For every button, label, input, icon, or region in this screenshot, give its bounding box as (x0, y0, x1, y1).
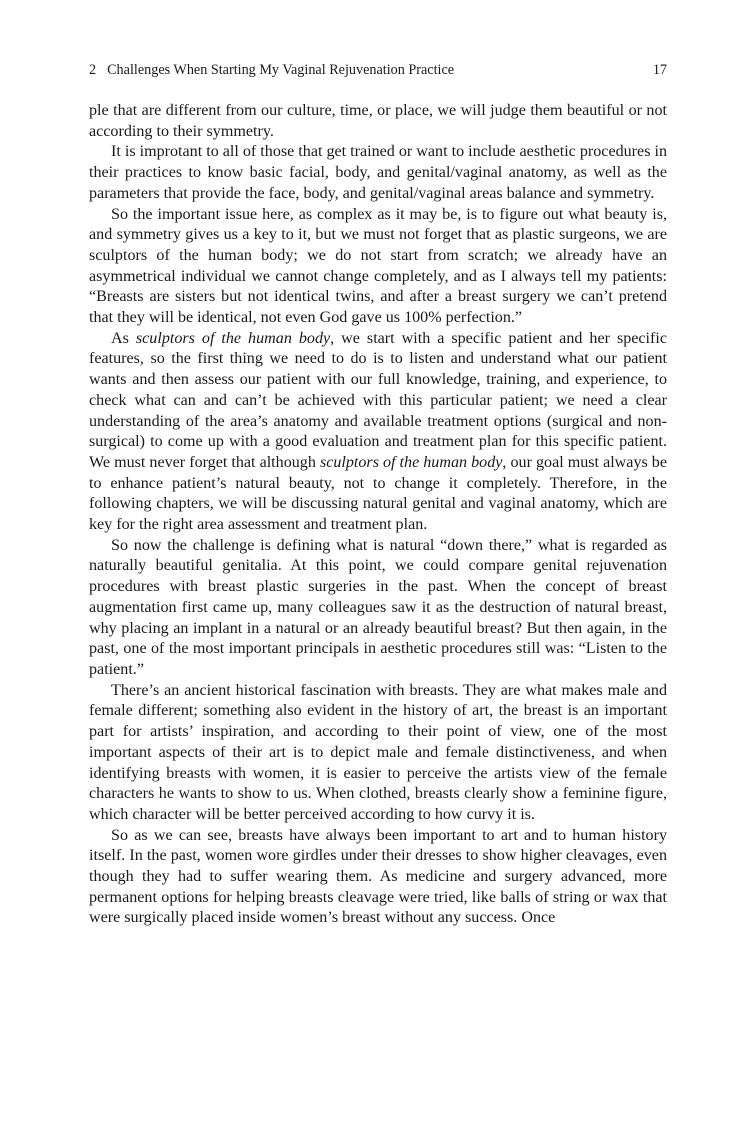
chapter-title: Challenges When Starting My Vaginal Rejuvenation Practice (107, 62, 455, 78)
text-run: So the important issue here, as complex as it may be, is to figure out what beauty is, and symmetry gives us a key to it, but we must not forget that as plastic surgeons, we are sculptors of the human body; we do not start from scratch; we already have an asymmetrical individual we cannot change completely, and as I always tell my patients: “Breasts are sisters but not identical twins, and after a breast surgery we can’t pretend that they will be identical, not even God gave us 100% perfection.” (89, 205, 667, 327)
paragraph-2 (89, 142, 667, 204)
paragraph-5 (89, 536, 667, 681)
paragraph-7 (89, 826, 667, 930)
paragraph-4 (89, 329, 667, 536)
text-run: There’s an ancient historical fascination with breasts. They are what makes male and female different; something also evident in the history of art, the breast is an important part for artists’ inspiration, and according to their point of view, one of the most important aspects of their art is to depict male and female distinctiveness, and when identifying breasts with women, it is easier to perceive the artists view of the female characters he wants to show to us. When clothed, breasts clearly show a feminine figure, which character will be better perceived according to how curvy it is. (89, 681, 667, 823)
chapter-heading (89, 60, 454, 80)
paragraph-1 (89, 101, 667, 142)
page-number: 17 (652, 62, 667, 78)
text-run: So now the challenge is defining what is natural “down there,” what is regarded as naturally beautiful genitalia. At this point, we could compare genital rejuvenation procedures with breast plastic surgeries in the past. When the concept of breast augmentation first came up, many colleagues saw it as the destruction of natural breast, why placing an implant in a natural or an already beautiful breast? But then again, in the past, one of the most important principals in aesthetic procedures still was: “Listen to the patient.” (89, 536, 667, 678)
body-text (89, 101, 667, 929)
paragraph-6 (89, 681, 667, 826)
text-run: , we start with a specific patient and her specific features, so the first thing we need to do is to listen and understand what our patient wants and then assess our patient with our full knowledge, training, and experience, to check what can and can’t be achieved with this particular patient; we need a clear understanding of the area’s anatomy and available treatment options (surgical and non-surgical) to come up with a good evaluation and treatment plan for this specific patient. We must never forget that although (89, 329, 667, 471)
text-run: , our goal must always be to enhance patient’s natural beauty, not to change it completely. Therefore, in the following chapters, we will be discussing natural genital and vaginal anatomy, which are key for the right area assessment and treatment plan. (89, 453, 667, 534)
text-run: It is improtant to all of those that get trained or want to include aesthetic procedures in their practices to know basic facial, body, and genital/vaginal anatomy, as well as the parameters that provide the face, body, and genital/vaginal areas balance and symmetry. (89, 143, 667, 202)
paragraph-3 (89, 205, 667, 329)
text-run: ple that are different from our culture, time, or place, we will judge them beautiful or not according to their symmetry. (89, 102, 667, 140)
text-run: As (111, 329, 136, 347)
italic-phrase: sculptors of the human body (319, 453, 503, 471)
italic-phrase: sculptors of the human body (135, 329, 331, 347)
chapter-number: 2 (89, 62, 97, 78)
text-run: So as we can see, breasts have always been important to art and to human history itself. In the past, women wore girdles under their dresses to show higher cleavages, even though they had to suffer wearing them. As medicine and surgery advanced, more permanent options for helping breasts cleavage were tried, like balls of string or wax that were surgically placed inside women’s breast without any success. Once (89, 826, 667, 927)
